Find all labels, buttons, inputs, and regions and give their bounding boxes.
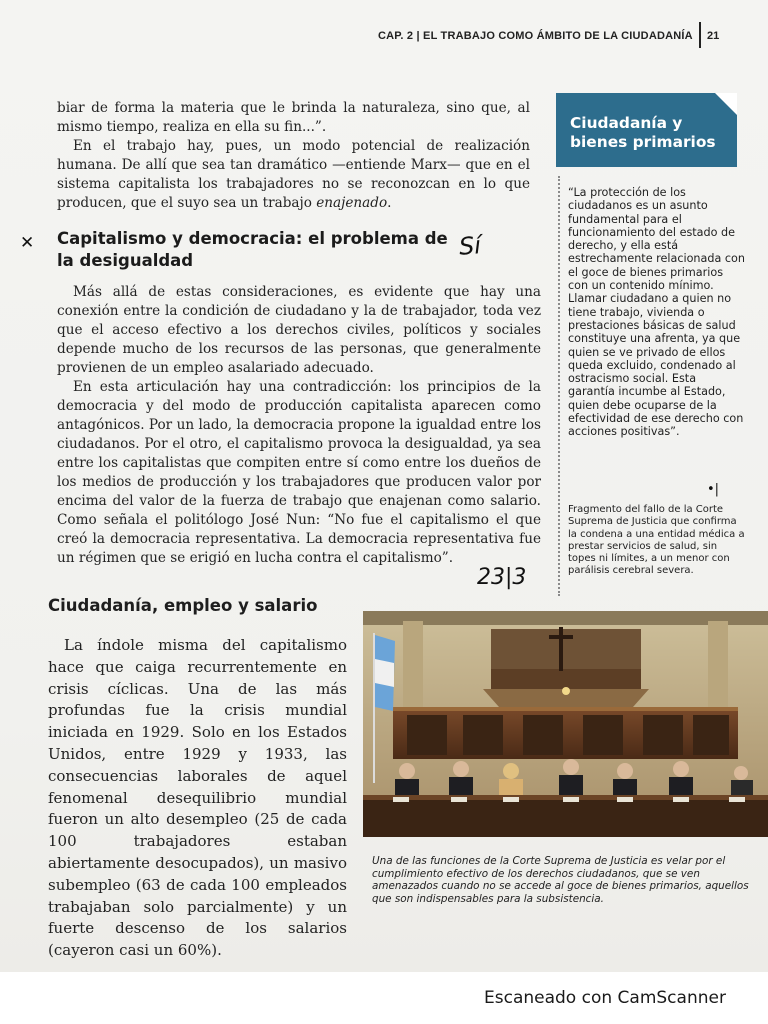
supreme-court-illustration	[363, 611, 768, 837]
photo-caption: Una de las funciones de la Corte Suprema de Justicia es velar por el cumplimiento efectivo de los derechos ciudadanos, que se ven amenazados cuando no se accede al goce de bienes primarios, aquellos que son indispensables para la subsistencia.	[372, 855, 749, 905]
section-heading-ciudadania: Ciudadanía, empleo y salario	[48, 596, 318, 615]
section-heading-capitalismo: Capitalismo y democracia: el problema de la desigualdad	[57, 229, 448, 270]
sidebar-box-corner	[715, 93, 737, 115]
capitalismo-paragraph-1: Más allá de estas consideraciones, es evidente que hay una conexión entre la condición de ciudadano y la de trabajador, toda vez que el acceso efectivo a los derechos civiles, políticos y sociales depende mucho de los recursos de las personas, que generalmente provienen de un empleo asalariado adecuado.	[57, 284, 541, 376]
page-number: 21	[707, 30, 720, 42]
supreme-court-photo	[363, 611, 768, 837]
camscanner-watermark: Escaneado con CamScanner	[484, 988, 726, 1008]
intro-paragraph-2-text: En el trabajo hay, pues, un modo potencial de realización humana. De allí que sea tan dramático —entiende Marx— que en el sistema capitalista los trabajadores no se reconozcan en lo que producen, que el suyo sea un trabajo	[57, 138, 530, 211]
handwritten-margin-tick: •|	[707, 482, 720, 497]
ciudadania-text	[48, 635, 347, 962]
handwritten-mark: ✕	[20, 233, 35, 253]
capitalismo-text	[57, 283, 541, 568]
intro-paragraph-2	[57, 137, 530, 213]
sidebar-quote: “La protección de los ciudadanos es un asunto fundamental para el funcionamiento del estado de derecho, y ella está estrechamente relacionada con el goce de bienes primarios con un contenido mínimo. Llamar ciudadano a quien no tiene trabajo, vivienda o prestaciones básicas de salud constituye una afrenta, ya que quien se ve privado de ellos queda excluido, condenado al ostracismo social. Esta garantía incumbe al Estado, quien debe ocuparse de la efectividad de ese derecho con acciones positivas”.	[568, 186, 745, 439]
running-header: CAP. 2 | EL TRABAJO COMO ÁMBITO DE LA CIUDADANÍA	[378, 30, 693, 42]
intro-emphasis: enajenado	[316, 195, 388, 211]
handwritten-count: 23|3	[477, 565, 527, 590]
ciudadania-paragraph: La índole misma del capitalismo hace que caiga recurrentemente en crisis cíclicas. Una de las más profundas fue la crisis mundial iniciada en 1929. Solo en los Estados Unidos, entre 1929 y 1933, las consecuencias laborales de aquel fenomenal desequilibrio mundial fueron un alto desempleo (25 de cada 100 trabajadores estaban abiertamente desocupados), un masivo subempleo (63 de cada 100 empleados trabajaban solo parcialmente) y un fuerte descenso de los salarios (cayeron casi un 60%).	[48, 636, 347, 960]
sidebar-dotted-rule	[558, 176, 560, 596]
capitalismo-paragraph-2: En esta articulación hay una contradicción: los principios de la democracia y del modo de producción capitalista aparecen como antagónicos. Por un lado, la democracia propone la igualdad entre los ciudadanos. Por el otro, el capitalismo provoca la desigualdad, ya sea entre los capitalistas que compiten entre sí como entre los dueños de los medios de producción y los trabajadores que producen valor por encima del valor de la fuerza de trabajo que enajenan como salario. Como señala el politólogo José Nun: “No fue el capitalismo el que creó la democracia representativa. La democracia representativa fue un régimen que se erigió en lucha contra el capitalismo”.	[57, 379, 541, 566]
sidebar-source: Fragmento del fallo de la Corte Suprema de Justicia que confirma la condena a una entidad médica a prestar servicios de salud, sin topes ni límites, a un menor con parálisis cerebral severa.	[568, 504, 745, 577]
intro-text	[57, 99, 530, 213]
sidebar-title: Ciudadanía y bienes primarios	[570, 114, 716, 151]
header-divider	[699, 22, 701, 48]
handwritten-si: Sí	[458, 231, 482, 261]
intro-paragraph-1: biar de forma la materia que le brinda la naturaleza, sino que, al mismo tiempo, realiza en ella su fin...”.	[57, 100, 530, 135]
intro-paragraph-2-end: .	[387, 195, 392, 211]
